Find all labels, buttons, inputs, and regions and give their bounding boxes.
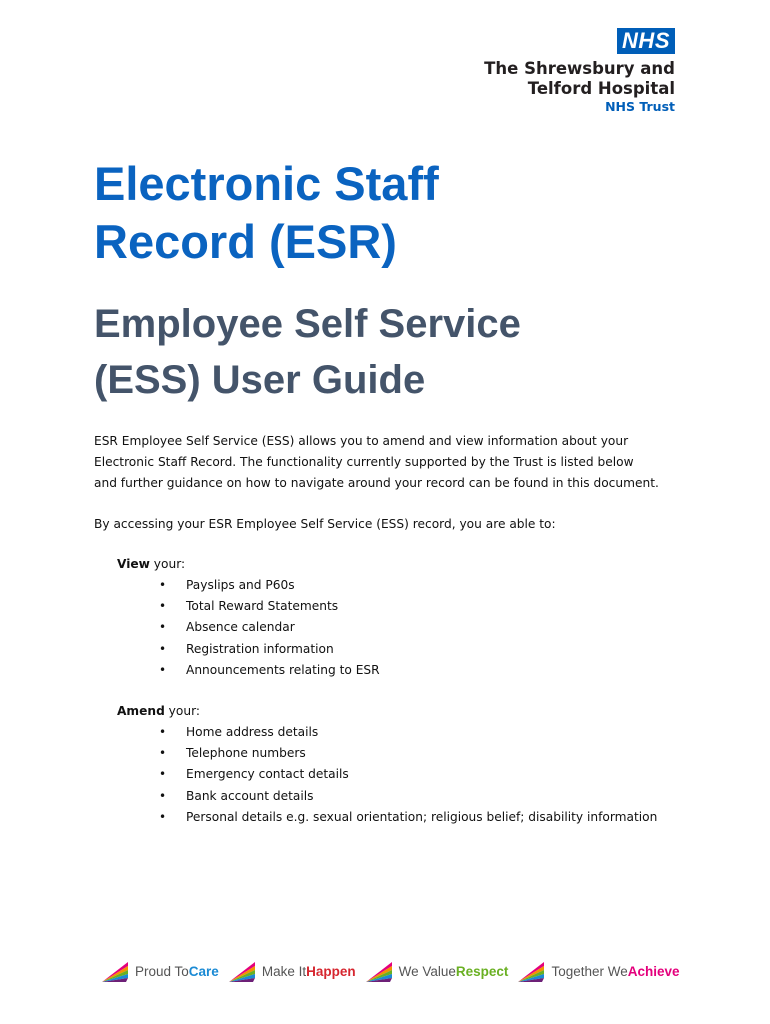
org-name-trust: NHS Trust [605, 99, 675, 114]
bullet-icon: • [159, 809, 167, 824]
bullet-icon: • [159, 641, 167, 656]
list-item [159, 786, 657, 807]
ribbon-fan-icon [516, 958, 546, 984]
list-item-text: Telephone numbers [186, 746, 306, 761]
view-heading-rest: your: [149, 557, 186, 571]
view-list [117, 575, 380, 681]
list-item-text: Total Reward Statements [186, 599, 339, 614]
list-item-text: Personal details e.g. sexual orientation; religious belief; disability information [186, 809, 658, 824]
value-prefix: Together We [551, 963, 628, 979]
ribbon-fan-icon [227, 958, 257, 984]
bullet-icon: • [159, 578, 167, 592]
list-item [159, 639, 380, 660]
ribbon-fan-icon [100, 958, 130, 984]
value-accent: Respect [455, 963, 509, 979]
org-name-line-2: Telford Hospital [527, 79, 675, 98]
list-item [159, 764, 657, 785]
title-line-2: Record (ESR) [94, 215, 397, 268]
intro-line-2: Electronic Staff Record. The functionality currently supported by the Trust is listed below [94, 455, 634, 469]
amend-section [117, 701, 657, 828]
list-item-text: Bank account details [186, 788, 314, 803]
bullet-icon: • [159, 788, 167, 803]
intro-paragraph [94, 431, 694, 494]
subtitle-line-2: (ESS) User Guide [94, 358, 426, 402]
list-item-text: Registration information [186, 641, 334, 656]
intro-line-1: ESR Employee Self Service (ESS) allows you to amend and view information about your [94, 434, 629, 448]
view-heading-bold: View [117, 557, 150, 571]
value-prefix: Make It [261, 963, 307, 979]
list-item [159, 743, 657, 764]
amend-list [117, 722, 657, 828]
list-item-text: Absence calendar [186, 620, 295, 635]
list-item-text: Announcements relating to ESR [186, 662, 380, 677]
access-paragraph: By accessing your ESR Employee Self Service (ESS) record, you are able to: [94, 517, 556, 531]
list-item-text: Emergency contact details [186, 767, 349, 782]
list-item-text: Payslips and P60s [186, 578, 295, 592]
list-item [159, 722, 657, 743]
amend-heading [117, 701, 657, 722]
list-item [159, 617, 380, 638]
value-together-we-achieve [516, 958, 679, 984]
document-title [94, 155, 439, 271]
intro-line-3: and further guidance on how to navigate around your record can be found in this document. [94, 476, 659, 490]
ribbon-fan-icon [364, 958, 394, 984]
list-item-text: Home address details [186, 725, 319, 739]
bullet-icon: • [159, 662, 167, 677]
value-prefix: We Value [398, 963, 456, 979]
value-accent: Care [188, 963, 219, 979]
trust-values-footer [100, 958, 688, 984]
list-item [159, 807, 657, 828]
value-prefix: Proud To [135, 963, 189, 979]
bullet-icon: • [159, 599, 167, 614]
document-subtitle [94, 296, 521, 408]
bullet-icon: • [159, 746, 167, 761]
nhs-trust-logo [484, 28, 675, 115]
bullet-icon: • [159, 725, 167, 739]
amend-heading-bold: Amend [117, 704, 165, 718]
view-section [117, 554, 380, 681]
value-make-it-happen [227, 958, 356, 984]
value-we-value-respect [364, 958, 509, 984]
value-accent: Happen [306, 963, 356, 979]
amend-heading-rest: your: [164, 704, 200, 718]
list-item [159, 660, 380, 681]
list-item [159, 596, 380, 617]
org-name-line-1: The Shrewsbury and [484, 59, 675, 78]
bullet-icon: • [159, 767, 167, 782]
title-line-1: Electronic Staff [94, 157, 439, 210]
subtitle-line-1: Employee Self Service [94, 302, 521, 346]
bullet-icon: • [159, 620, 167, 635]
value-accent: Achieve [627, 963, 680, 979]
value-proud-to-care [100, 958, 219, 984]
nhs-logo-badge: NHS [617, 28, 675, 54]
list-item [159, 575, 380, 596]
view-heading [117, 554, 380, 575]
